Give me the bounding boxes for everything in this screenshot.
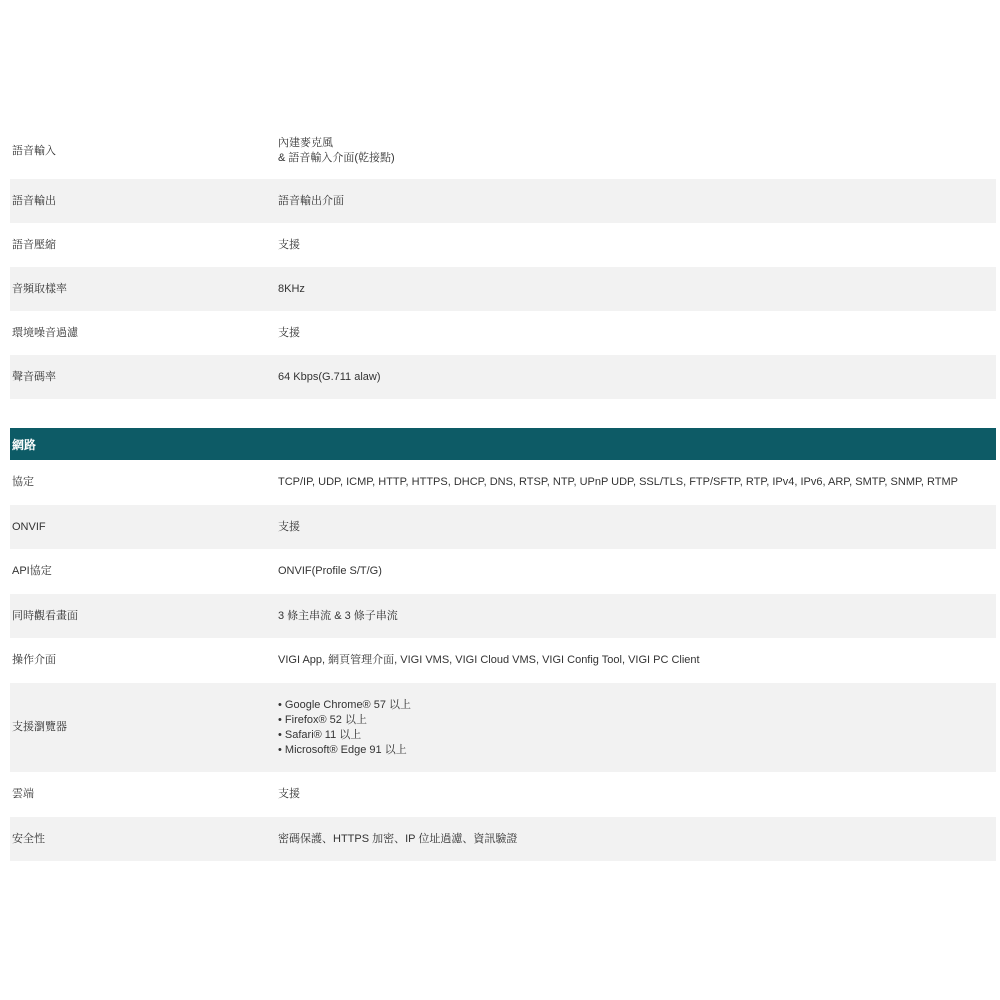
spec-value: 支援 bbox=[278, 238, 300, 251]
spec-value: 64 Kbps(G.711 alaw) bbox=[278, 370, 381, 383]
spec-label: 語音輸入 bbox=[12, 144, 56, 157]
spec-row-audio-output bbox=[10, 179, 996, 223]
spec-value: ONVIF(Profile S/T/G) bbox=[278, 565, 382, 577]
spec-value: 語音輸出介面 bbox=[278, 194, 344, 207]
spec-row-security bbox=[10, 817, 996, 861]
spec-label: 操作介面 bbox=[12, 654, 56, 666]
browser-list-item: • Safari® 11 以上 bbox=[278, 728, 362, 741]
spec-label: 語音壓縮 bbox=[12, 238, 56, 251]
spec-value: 密碼保護、HTTPS 加密、IP 位址過濾、資訊驗證 bbox=[278, 832, 518, 845]
spec-value: 支援 bbox=[278, 326, 300, 339]
spec-label: 環境噪音過濾 bbox=[12, 326, 78, 339]
spec-value: 支援 bbox=[278, 788, 300, 800]
spec-label: 同時觀看畫面 bbox=[12, 609, 78, 622]
spec-label: 協定 bbox=[12, 476, 34, 488]
spec-value: 8KHz bbox=[278, 282, 305, 295]
network-spec-table bbox=[10, 428, 996, 861]
spec-value-line: 內建麥克風 bbox=[278, 137, 333, 149]
spec-row-cloud bbox=[10, 772, 996, 817]
spec-label: API協定 bbox=[12, 565, 52, 577]
spec-row-audio-bitrate bbox=[10, 355, 996, 399]
spec-row-simultaneous-streams bbox=[10, 594, 996, 638]
spec-value bbox=[278, 698, 996, 758]
spec-row-onvif bbox=[10, 505, 996, 549]
spec-label: 聲音碼率 bbox=[12, 370, 56, 383]
spec-row-supported-browsers bbox=[10, 683, 996, 772]
browser-list-item: • Google Chrome® 57 以上 bbox=[278, 698, 412, 711]
spec-value bbox=[278, 136, 996, 166]
spec-label: 音頻取樣率 bbox=[12, 282, 67, 295]
browser-list-item: • Microsoft® Edge 91 以上 bbox=[278, 743, 407, 756]
spec-label: 支援瀏覽器 bbox=[12, 721, 67, 733]
spec-value: TCP/IP, UDP, ICMP, HTTP, HTTPS, DHCP, DNS, RTSP, NTP, UPnP UDP, SSL/TLS, FTP/SFTP, RTP, IPv4, IPv6, ARP, SMTP, SNMP, RTMP bbox=[278, 476, 958, 488]
spec-row-user-interface bbox=[10, 638, 996, 683]
spec-row-audio-input bbox=[10, 123, 996, 179]
spec-label: ONVIF bbox=[12, 520, 46, 533]
browser-list-item: • Firefox® 52 以上 bbox=[278, 713, 367, 726]
spec-value: 3 條主串流 & 3 條子串流 bbox=[278, 609, 398, 622]
spec-label: 安全性 bbox=[12, 832, 45, 845]
spec-value: VIGI App, 網頁管理介面, VIGI VMS, VIGI Cloud VMS, VIGI Config Tool, VIGI PC Client bbox=[278, 654, 700, 666]
spec-value-line: & 語音輸入介面(乾接點) bbox=[278, 152, 395, 164]
spec-label: 語音輸出 bbox=[12, 194, 56, 207]
spec-row-audio-compression bbox=[10, 223, 996, 267]
spec-row-api-protocol bbox=[10, 549, 996, 594]
spec-row-noise-filter bbox=[10, 311, 996, 355]
section-header-network: 網路 bbox=[10, 428, 996, 460]
spec-label: 雲端 bbox=[12, 788, 34, 800]
spec-row-sample-rate bbox=[10, 267, 996, 311]
audio-spec-table bbox=[10, 123, 996, 399]
spec-value: 支援 bbox=[278, 520, 300, 533]
spec-row-protocol bbox=[10, 460, 996, 505]
